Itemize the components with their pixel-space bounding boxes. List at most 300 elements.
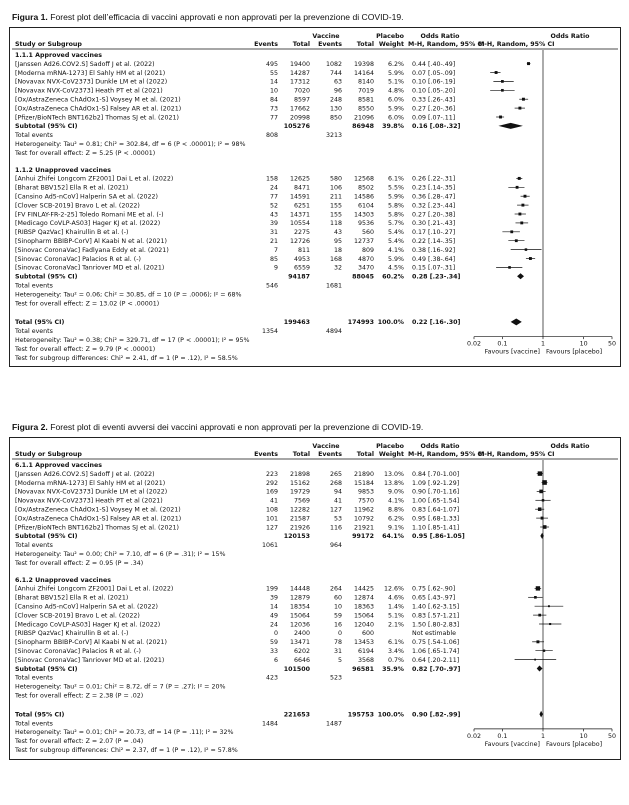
study-total-placebo: 12874 (353, 594, 374, 602)
total-events-vaccine: 808 (265, 132, 278, 140)
study-name: [FV FINLAY-FR-2-25] Toledo Romani ME et al. (-) (15, 211, 164, 219)
overall-effect-text: Test for overall effect: Z = 2.07 (P = .04) (15, 738, 144, 746)
study-total-placebo: 809 (361, 246, 374, 254)
study-name: [Medicago CoVLP-AS03] Hager KJ et al. (2022) (15, 220, 161, 228)
study-weight: 5.1% (388, 78, 404, 86)
study-total-placebo: 14586 (353, 193, 374, 201)
study-events-placebo: 155 (329, 211, 342, 219)
figure-2-label: Figura 2. (12, 422, 48, 432)
study-odds-ratio-ci: 0.75 [.54-1.06] (412, 639, 460, 647)
study-name: [Clover SCB-2019] Bravo L et al. (2022) (15, 202, 140, 210)
subtotal-odds-ratio-ci: 0.95 [.86-1.05] (412, 533, 465, 541)
study-total-vaccine: 18354 (289, 603, 310, 611)
study-events-vaccine: 292 (265, 479, 278, 487)
study-weight: 8.8% (388, 506, 404, 514)
study-total-placebo: 21921 (353, 524, 374, 532)
study-total-placebo: 4870 (357, 255, 374, 263)
study-total-vaccine: 19400 (289, 60, 310, 68)
study-name: [Novavax NVX-CoV2373] Dunkle LM et al (2022) (15, 488, 168, 496)
study-total-vaccine: 14287 (289, 69, 310, 77)
heterogeneity-text: Heterogeneity: Tau² = 0.01; Chi² = 8.72, df = 7 (P = .27); I² = 20% (15, 683, 226, 691)
study-name: [Cansino Ad5-nCoV] Halperin SA et al. (2022) (15, 193, 158, 201)
overall-effect-text: Test for overall effect: Z = 5.25 (P < .00001) (15, 149, 156, 157)
study-total-vaccine: 15162 (289, 479, 310, 487)
header-events-vaccine: Events (254, 451, 278, 458)
study-point-estimate (529, 257, 532, 260)
study-weight: 6.1% (388, 175, 404, 183)
subtotal-total-placebo: 88045 (352, 273, 374, 281)
study-weight: 4.8% (388, 87, 404, 95)
total-weight: 100.0% (377, 319, 404, 327)
study-weight: 5.1% (388, 612, 404, 620)
total-total-vaccine: 221653 (283, 711, 310, 719)
study-total-vaccine: 7020 (293, 87, 310, 95)
study-odds-ratio-ci: 1.06 [.65-1.74] (412, 648, 460, 656)
study-total-placebo: 560 (361, 229, 374, 237)
header-total-vaccine: Total (292, 41, 310, 48)
study-name: [Sinovac CoronaVac] Palacios R et al. (-) (15, 255, 141, 263)
subtotal-label: Subtotal (95% CI) (15, 123, 78, 131)
study-events-vaccine: 158 (265, 175, 278, 183)
study-events-placebo: 130 (329, 105, 342, 113)
total-events-label: Total events (15, 720, 53, 728)
x-axis-tick-label: 10 (579, 340, 588, 348)
study-total-vaccine: 10554 (289, 220, 310, 228)
study-name: [Sinovac CoronaVac] Palacios R et al. (-) (15, 648, 141, 656)
study-weight: 5.4% (388, 238, 404, 246)
study-events-placebo: 60 (333, 594, 342, 602)
header-group-placebo: Placebo (376, 443, 404, 450)
study-point-estimate (516, 186, 519, 189)
subgroup-difference-text: Test for subgroup differences: Chi² = 2.41, df = 1 (P = .12), I² = 58.5% (15, 354, 238, 362)
study-events-vaccine: 14 (269, 78, 278, 86)
study-total-vaccine: 12726 (289, 238, 310, 246)
total-events-placebo: 1681 (325, 282, 342, 290)
header-events-placebo: Events (318, 41, 342, 48)
study-events-placebo: 264 (329, 585, 342, 593)
study-name: [Anhui Zhifei Longcom ZF2001] Dai L et al. (2022) (15, 585, 174, 593)
total-events-placebo: 964 (329, 542, 342, 550)
study-odds-ratio-ci: 0.27 [.20-.38] (412, 211, 456, 219)
study-point-estimate (534, 659, 536, 661)
study-name: [Ox/AstraZeneca ChAdOx1-S] Falsey AR et al. (2021) (15, 105, 182, 113)
header-total-placebo: Total (356, 451, 374, 458)
study-events-placebo: 0 (337, 630, 342, 638)
total-diamond (511, 319, 522, 326)
study-odds-ratio-ci: 0.10 [.05-.20] (412, 87, 456, 95)
study-events-vaccine: 77 (269, 114, 278, 122)
subtotal-diamond (537, 666, 543, 672)
study-total-placebo: 21890 (353, 470, 374, 478)
total-events-placebo: 3213 (325, 132, 342, 140)
subtotal-total-vaccine: 120153 (283, 533, 310, 541)
study-point-estimate (525, 248, 528, 251)
study-total-placebo: 8581 (357, 96, 374, 104)
study-events-vaccine: 10 (269, 87, 278, 95)
subtotal-odds-ratio-ci: 0.16 [.08-.32] (412, 123, 461, 131)
study-total-placebo: 11962 (353, 506, 374, 514)
study-weight: 5.9% (388, 193, 404, 201)
header-or-method-plot: M-H, Random, 95% CI (478, 451, 555, 458)
study-name: [Sinovac CoronaVac] Tanriover MD et al. (2021) (15, 656, 165, 664)
study-events-placebo: 744 (329, 69, 342, 77)
x-axis-tick-label: 0.02 (466, 732, 482, 740)
study-events-vaccine: 223 (265, 470, 278, 478)
study-total-placebo: 19398 (353, 60, 374, 68)
study-odds-ratio-ci: 0.09 [.07-.11] (412, 114, 456, 122)
study-odds-ratio-ci: 0.15 [.07-.31] (412, 264, 456, 272)
study-weight: 6.2% (388, 60, 404, 68)
study-point-estimate (518, 177, 521, 180)
study-weight: 9.0% (388, 488, 404, 496)
total-events-placebo: 4894 (325, 328, 342, 336)
header-or-method-plot: M-H, Random, 95% CI (478, 41, 555, 48)
study-weight: 6.2% (388, 515, 404, 523)
study-total-vaccine: 8471 (293, 184, 310, 192)
subtotal-label: Subtotal (95% CI) (15, 665, 78, 673)
subtotal-total-placebo: 86948 (352, 123, 374, 131)
study-total-vaccine: 14448 (289, 585, 310, 593)
x-axis-tick-label: 1 (540, 732, 546, 740)
study-name: [Cansino Ad5-nCoV] Halperin SA et al. (2022) (15, 603, 158, 611)
total-events-label: Total events (15, 132, 53, 140)
header-events-vaccine: Events (254, 41, 278, 48)
favours-placebo-label: Favours [placebo] (546, 740, 603, 748)
study-events-vaccine: 73 (269, 105, 278, 113)
study-total-placebo: 10792 (353, 515, 374, 523)
figure-2-caption (12, 422, 423, 432)
study-events-placebo: 43 (333, 229, 342, 237)
study-weight: 6.0% (388, 114, 404, 122)
study-events-placebo: 5 (337, 656, 342, 664)
study-name: [Moderna mRNA-1273] El Sahly HM et al (2021) (15, 69, 166, 77)
study-point-estimate (495, 71, 498, 74)
study-name: [Medicago CoVLP-AS03] Hager KJ et al. (2022) (15, 621, 161, 629)
study-total-placebo: 8550 (357, 105, 374, 113)
study-events-placebo: 10 (333, 603, 342, 611)
study-point-estimate (501, 89, 504, 92)
study-events-placebo: 580 (329, 175, 342, 183)
study-total-vaccine: 14371 (289, 211, 310, 219)
study-weight: 5.7% (388, 220, 404, 228)
study-weight: 3.4% (388, 648, 404, 656)
study-total-placebo: 7570 (357, 497, 374, 505)
study-weight: 13.8% (383, 479, 404, 487)
x-axis-tick-label: 50 (607, 732, 617, 740)
study-point-estimate (520, 221, 523, 224)
study-events-placebo: 96 (333, 87, 342, 95)
study-total-placebo: 13453 (353, 639, 374, 647)
x-axis-tick-label: 0.1 (497, 732, 508, 740)
study-odds-ratio-ci: 0.83 [.57-1.21] (412, 612, 460, 620)
study-events-vaccine: 43 (269, 211, 278, 219)
study-weight: 12.6% (383, 585, 404, 593)
study-name: [Ox/AstraZeneca ChAdOx1-S] Voysey M et al. (2021) (15, 96, 181, 104)
study-weight: 13.0% (383, 470, 404, 478)
figure-1-caption (12, 12, 404, 22)
study-total-vaccine: 21926 (289, 524, 310, 532)
study-events-placebo: 41 (333, 497, 342, 505)
study-weight: 5.5% (388, 184, 404, 192)
study-point-estimate (524, 195, 527, 198)
study-total-vaccine: 13471 (289, 639, 310, 647)
study-events-vaccine: 24 (269, 184, 278, 192)
study-total-placebo: 7019 (357, 87, 374, 95)
study-events-vaccine: 33 (269, 648, 278, 656)
forest-plot-1-svg (10, 28, 620, 366)
subtotal-weight: 35.9% (382, 665, 404, 673)
study-events-placebo: 248 (329, 96, 342, 104)
x-axis-tick-label: 0.1 (497, 340, 508, 348)
subtotal-weight: 39.8% (382, 123, 404, 131)
study-odds-ratio-ci: 0.64 [.20-2.11] (412, 656, 460, 664)
study-point-estimate (499, 116, 502, 119)
study-total-placebo: 14303 (353, 211, 374, 219)
study-weight: 1.4% (388, 603, 404, 611)
total-total-placebo: 195753 (347, 711, 374, 719)
total-odds-ratio-ci: 0.90 [.82-.99] (412, 711, 461, 719)
study-events-vaccine: 199 (265, 585, 278, 593)
total-label: Total (95% CI) (15, 319, 65, 327)
study-total-vaccine: 7569 (293, 497, 310, 505)
subtotal-odds-ratio-ci: 0.82 [.70-.97] (412, 665, 461, 673)
study-events-vaccine: 6 (273, 656, 278, 664)
header-study: Study or Subgroup (15, 41, 82, 48)
study-total-vaccine: 12879 (289, 594, 310, 602)
study-total-placebo: 9536 (357, 220, 374, 228)
heterogeneity-text: Heterogeneity: Tau² = 0.01; Chi² = 20.73, df = 14 (P = .11); I² = 32% (15, 729, 234, 737)
study-total-vaccine: 811 (297, 246, 310, 254)
study-total-vaccine: 8597 (293, 96, 310, 104)
study-total-placebo: 9853 (357, 488, 374, 496)
study-events-placebo: 268 (329, 479, 342, 487)
study-odds-ratio-ci: 0.27 [.20-.36] (412, 105, 456, 113)
study-events-vaccine: 55 (269, 69, 278, 77)
subtotal-weight: 64.1% (382, 533, 404, 541)
study-name: [Novavax NVX-CoV2373] Heath PT et al (2021) (15, 87, 163, 95)
study-events-placebo: 116 (329, 524, 342, 532)
study-point-estimate (518, 213, 521, 216)
study-total-vaccine: 21898 (289, 470, 310, 478)
header-odds-ratio-plot: Odds Ratio (550, 33, 590, 40)
total-weight: 100.0% (377, 711, 404, 719)
study-total-placebo: 6104 (357, 202, 374, 210)
study-name: [Sinovac CoronaVac] Fadlyana Eddy et al. (2021) (15, 246, 169, 254)
x-axis-tick-label: 0.02 (466, 340, 482, 348)
study-odds-ratio-ci: 0.17 [.10-.27] (412, 229, 456, 237)
subtotal-total-placebo: 99172 (352, 533, 374, 541)
subtotal-total-vaccine: 105276 (283, 123, 310, 131)
study-name: [Ox/AstraZeneca ChAdOx1-S] Voysey M et al. (2021) (15, 506, 181, 514)
study-weight: 4.1% (388, 246, 404, 254)
study-name: [RIBSP QazVac] Khairullin B et al. (-) (15, 229, 129, 237)
total-events-vaccine: 423 (265, 674, 278, 682)
study-weight: 5.9% (388, 255, 404, 263)
subtotal-label: Subtotal (95% CI) (15, 273, 78, 281)
study-name: [Janssen Ad26.COV2.S] Sadoff J et al. (2022) (15, 470, 155, 478)
study-weight: 5.9% (388, 69, 404, 77)
study-odds-ratio-ci: 0.10 [.06-.19] (412, 78, 456, 86)
figure-1-title: Forest plot dell’efficacia di vaccini approvati e non approvati per la prevenzione di COVID-19. (50, 12, 404, 22)
study-events-vaccine: 7 (273, 246, 278, 254)
study-odds-ratio-ci: 1.40 [.62-3.15] (412, 603, 460, 611)
study-odds-ratio-ci: 0.33 [.26-.43] (412, 96, 456, 104)
study-total-vaccine: 4953 (293, 255, 310, 263)
subtotal-total-placebo: 96581 (352, 665, 374, 673)
study-total-vaccine: 17312 (289, 78, 310, 86)
favours-vaccine-label: Favours [vaccine] (484, 740, 540, 748)
total-events-label: Total events (15, 282, 53, 290)
study-name: [Novavax NVX-CoV2373] Heath PT et al (2021) (15, 497, 163, 505)
total-events-label: Total events (15, 674, 53, 682)
study-name: [Bharat BBV152] Ella R et al. (2021) (15, 184, 129, 192)
study-events-vaccine: 108 (265, 506, 278, 514)
study-name: [RIBSP QazVac] Khairullin B et al. (-) (15, 630, 129, 638)
study-point-estimate (536, 640, 539, 643)
study-point-estimate (510, 230, 513, 233)
total-events-placebo: 523 (329, 674, 342, 682)
total-events-vaccine: 1061 (261, 542, 278, 550)
study-events-vaccine: 21 (269, 238, 278, 246)
study-point-estimate (515, 239, 518, 242)
figure-2-title: Forest plot di eventi avversi dei vaccini approvati e non approvati per la prevenzione di COVID-19. (50, 422, 424, 432)
study-total-vaccine: 15064 (289, 612, 310, 620)
study-events-vaccine: 39 (269, 220, 278, 228)
study-events-vaccine: 49 (269, 612, 278, 620)
study-name: [Bharat BBV152] Ella R et al. (2021) (15, 594, 129, 602)
total-events-label: Total events (15, 328, 53, 336)
study-name: [Pfizer/BioNTech BNT162b2] Thomas SJ et al. (2021) (15, 524, 179, 532)
x-axis-tick-label: 50 (607, 340, 617, 348)
total-diamond (539, 711, 542, 718)
study-point-estimate (539, 490, 543, 494)
study-name: [Moderna mRNA-1273] El Sahly HM et al (2021) (15, 479, 166, 487)
study-events-vaccine: 14 (269, 603, 278, 611)
study-events-placebo: 95 (333, 238, 342, 246)
study-point-estimate (501, 80, 504, 83)
study-weight: 4.6% (388, 594, 404, 602)
heterogeneity-text: Heterogeneity: Tau² = 0.00; Chi² = 7.10, df = 6 (P = .31); I² = 15% (15, 551, 226, 558)
study-total-placebo: 8502 (357, 184, 374, 192)
total-total-placebo: 174993 (347, 319, 374, 327)
study-total-placebo: 6194 (357, 648, 374, 656)
study-total-placebo: 21096 (353, 114, 374, 122)
study-events-placebo: 16 (333, 621, 342, 629)
header-weight: Weight (378, 41, 404, 48)
study-events-placebo: 127 (329, 506, 342, 514)
study-point-estimate (527, 62, 530, 65)
study-odds-ratio-ci: 0.65 [.43-.97] (412, 594, 456, 602)
study-weight: 4.5% (388, 264, 404, 272)
study-name: [Sinopharm BBIBP-CorV] Al Kaabi N et al. (2021) (15, 639, 168, 647)
heterogeneity-text: Heterogeneity: Tau² = 0.38; Chi² = 329.71, df = 17 (P < .00001); I² = 95% (15, 337, 250, 345)
study-odds-ratio-ci: 0.49 [.38-.64] (412, 255, 456, 263)
forest-plot-2-svg (10, 438, 620, 759)
study-odds-ratio-ci: 0.30 [.21-.43] (412, 220, 456, 228)
study-total-placebo: 14425 (353, 585, 374, 593)
favours-placebo-label: Favours [placebo] (546, 348, 603, 356)
study-odds-ratio-ci: Not estimable (412, 630, 457, 638)
study-events-placebo: 106 (329, 184, 342, 192)
study-events-vaccine: 0 (273, 630, 278, 638)
study-weight: 5.8% (388, 202, 404, 210)
study-weight: 0.7% (388, 656, 404, 664)
study-name: [Sinopharm BBIBP-CorV] Al Kaabi N et al. (2021) (15, 238, 168, 246)
study-events-vaccine: 77 (269, 193, 278, 201)
study-odds-ratio-ci: 1.00 [.65-1.54] (412, 497, 460, 505)
study-events-placebo: 155 (329, 202, 342, 210)
study-events-vaccine: 41 (269, 497, 278, 505)
study-point-estimate (521, 204, 524, 207)
header-odds-ratio-plot: Odds Ratio (550, 443, 590, 450)
study-total-placebo: 14164 (353, 69, 374, 77)
study-weight: 2.1% (388, 621, 404, 629)
study-odds-ratio-ci: 0.90 [.70-1.16] (412, 488, 460, 496)
subtotal-total-vaccine: 94187 (288, 273, 310, 281)
study-odds-ratio-ci: 0.23 [.14-.35] (412, 184, 456, 192)
study-weight: 5.8% (388, 211, 404, 219)
study-odds-ratio-ci: 0.75 [.62-.90] (412, 585, 456, 593)
header-total-placebo: Total (356, 41, 374, 48)
study-weight: 6.0% (388, 96, 404, 104)
study-point-estimate (538, 507, 542, 511)
header-group-vaccine: Vaccine (312, 33, 340, 40)
study-events-placebo: 78 (333, 639, 342, 647)
study-point-estimate (549, 623, 551, 625)
study-events-vaccine: 84 (269, 96, 278, 104)
study-total-placebo: 3568 (357, 656, 374, 664)
header-odds-ratio: Odds Ratio (420, 33, 460, 40)
study-total-placebo: 18363 (353, 603, 374, 611)
study-odds-ratio-ci: 0.36 [.28-.47] (412, 193, 456, 201)
subgroup-title: 6.1.1 Approved vaccines (15, 462, 102, 469)
header-total-vaccine: Total (292, 451, 310, 458)
study-events-vaccine: 495 (265, 60, 278, 68)
study-point-estimate (518, 107, 521, 110)
subtotal-diamond (498, 123, 522, 129)
study-total-placebo: 12040 (353, 621, 374, 629)
study-weight: 5.4% (388, 229, 404, 237)
overall-effect-text: Test for overall effect: Z = 9.79 (P < .00001) (15, 345, 156, 353)
study-total-placebo: 8140 (357, 78, 374, 86)
figure-1-label: Figura 1. (12, 12, 48, 22)
forest-plot-1 (9, 27, 621, 367)
study-total-placebo: 3470 (357, 264, 374, 272)
overall-effect-text: Test for overall effect: Z = 2.38 (P = .02) (15, 692, 144, 700)
study-total-placebo: 15064 (353, 612, 374, 620)
study-odds-ratio-ci: 0.84 [.70-1.00] (412, 470, 460, 478)
header-study: Study or Subgroup (15, 451, 82, 458)
study-name: [Janssen Ad26.COV2.S] Sadoff J et al. (2022) (15, 60, 155, 68)
total-events-vaccine: 546 (265, 282, 278, 290)
study-events-vaccine: 169 (265, 488, 278, 496)
total-total-vaccine: 199463 (283, 319, 310, 327)
overall-effect-text: Test for overall effect: Z = 13.02 (P < .00001) (15, 300, 160, 308)
study-name: [Sinovac CoronaVac] Tanriover MD et al. (2021) (15, 264, 165, 272)
heterogeneity-text: Heterogeneity: Tau² = 0.06; Chi² = 30.85, df = 10 (P = .0006); I² = 68% (15, 291, 242, 299)
study-events-placebo: 18 (333, 246, 342, 254)
study-events-placebo: 59 (333, 612, 342, 620)
study-events-placebo: 53 (333, 515, 342, 523)
study-weight: 9.1% (388, 524, 404, 532)
study-events-placebo: 265 (329, 470, 342, 478)
study-odds-ratio-ci: 1.10 [.85-1.41] (412, 524, 460, 532)
study-events-vaccine: 101 (265, 515, 278, 523)
study-total-placebo: 15184 (353, 479, 374, 487)
study-name: [Anhui Zhifei Longcom ZF2001] Dai L et al. (2022) (15, 175, 174, 183)
x-axis-tick-label: 1 (540, 340, 546, 348)
header-odds-ratio: Odds Ratio (420, 443, 460, 450)
